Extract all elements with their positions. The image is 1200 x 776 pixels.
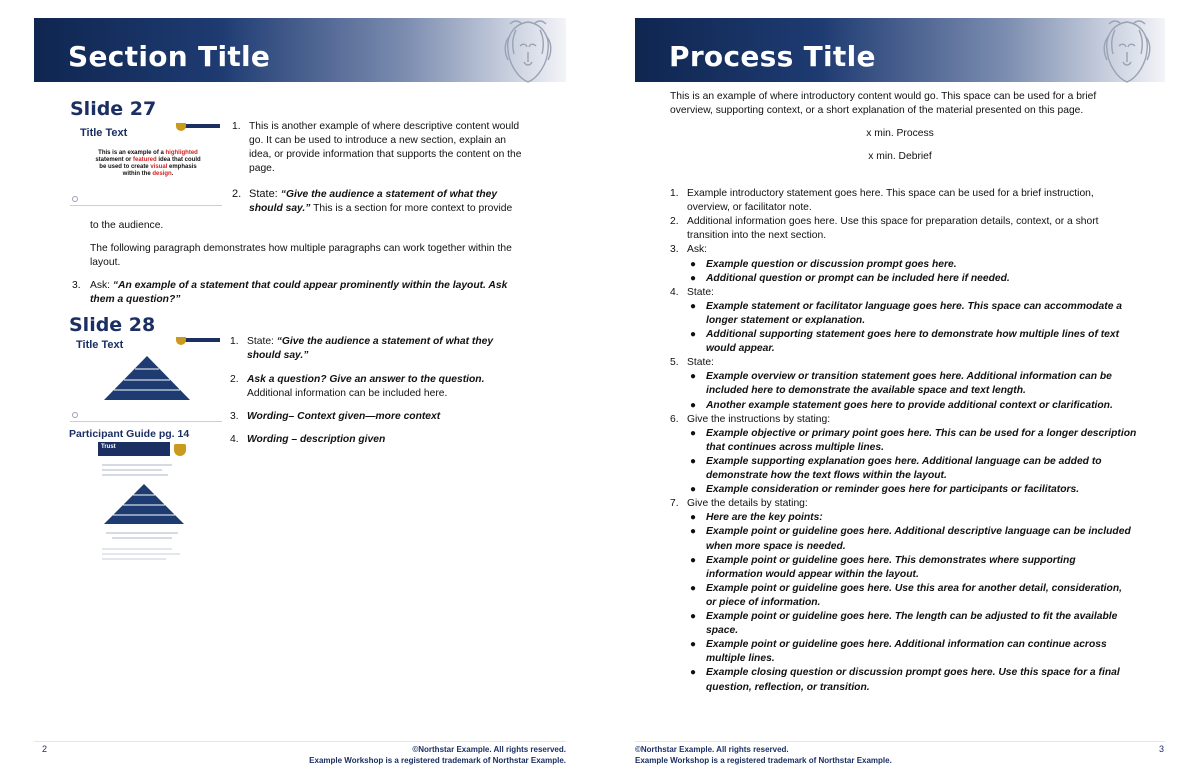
- thumb-highlight-3: visual: [150, 164, 168, 170]
- process-item-text: Give the details by stating:: [687, 498, 808, 510]
- pyramid-diagram-icon: [102, 354, 192, 402]
- bullet-icon: ●: [690, 554, 697, 566]
- bullet-icon: ●: [690, 272, 697, 284]
- process-intro: This is an example of where introductory content would go. This space can be used for a brief overview, supporting context, or a short explanation of the material presented on this page.: [670, 91, 1097, 116]
- s27-item-1-text: This is another example of where descriptive content would go. It can be used to introduce a new section, explain an idea, or provide information that supports the content on the page.: [249, 121, 522, 174]
- guide-line: [102, 548, 172, 550]
- process-bullet-text-continued: when more space is needed.: [706, 540, 846, 552]
- guide-line: [102, 553, 180, 555]
- process-banner: [635, 18, 1165, 82]
- s28-item-1-label: State:: [247, 336, 277, 347]
- process-item-number: 3.: [670, 244, 679, 256]
- process-bullet-text: Example statement or facilitator language goes here. This space can accommodate a: [706, 300, 1123, 312]
- process-bullet-text: Example objective or primary point goes here. This can be used for a longer description: [706, 427, 1137, 439]
- slide-28-thumbnail: [70, 334, 222, 422]
- thumb-accent-bar: [180, 124, 220, 128]
- process-item-text: Give the instructions by stating:: [687, 413, 831, 425]
- slide-28-title-text: Title Text: [76, 339, 124, 351]
- process-bullet-text-continued: that continues across multiple lines.: [706, 441, 884, 453]
- footer-trademark: Example Workshop is a registered trademark of Northstar Example.: [309, 756, 566, 765]
- footer-copyright: ©Northstar Example. All rights reserved.: [635, 745, 789, 754]
- process-item-text: State:: [687, 286, 714, 298]
- bullet-icon: ●: [690, 582, 697, 594]
- guide-line: [112, 537, 172, 539]
- guide-header: Trust: [98, 442, 170, 456]
- s27-item-2-number: 2.: [232, 188, 242, 200]
- process-bullet-text: Example point or guideline goes here. The length can be adjusted to fit the available: [706, 611, 1118, 622]
- process-bullet-text: Example point or guideline goes here. This demonstrates where supporting: [706, 554, 1076, 566]
- process-bullet-text-continued: information would appear within the layout.: [706, 568, 919, 580]
- bullet-icon: ●: [690, 484, 697, 496]
- process-bullet-text: Example question or discussion prompt goes here.: [706, 258, 957, 270]
- footer-rule: [635, 741, 1165, 742]
- process-item-text: Additional information goes here. Use this space for preparation details, context, or a short: [687, 216, 1099, 228]
- bullet-icon: ●: [690, 300, 697, 312]
- process-bullet-text-continued: longer statement or explanation.: [706, 314, 866, 326]
- process-item-number: 7.: [670, 498, 679, 510]
- slide-27-title-text: Title Text: [80, 127, 128, 139]
- process-bullet-text-continued: space.: [706, 625, 739, 637]
- section-title: Section Title: [68, 40, 271, 73]
- process-bullet-text-continued: multiple lines.: [706, 653, 775, 665]
- s27-item-2-rest: This is a section for more context to provide: [310, 203, 513, 214]
- bullet-icon: ●: [690, 258, 697, 270]
- participant-guide-thumbnail: [98, 442, 188, 570]
- footer-rule: [34, 741, 566, 742]
- thumb-highlight-4: design: [152, 171, 172, 177]
- thumb-text-5: .: [171, 171, 174, 177]
- page-number: 2: [42, 744, 48, 754]
- s27-item-2-text: [249, 187, 531, 216]
- process-item-number: 1.: [670, 188, 679, 199]
- process-bullet-text: Example consideration or reminder goes here for participants or facilitators.: [706, 484, 1080, 496]
- s27-paragraph: The following paragraph demonstrates how multiple paragraphs can work together within the layout.: [90, 243, 512, 268]
- process-title: Process Title: [669, 40, 876, 73]
- s28-item-2-extra: Additional information can be included here.: [247, 388, 448, 399]
- process-bullet-text: Example point or guideline goes here. Additional descriptive language can be included: [706, 526, 1131, 538]
- process-item-text: Example introductory statement goes here. This space can be used for a brief instruction,: [687, 188, 1094, 199]
- s28-item-3-number: 3.: [230, 411, 239, 422]
- shield-badge-icon: [174, 444, 186, 456]
- section-banner: [34, 18, 566, 82]
- s27-item-3-number: 3.: [72, 280, 81, 291]
- thumb-text-3: idea that could be used to create: [99, 157, 201, 170]
- process-bullet-text: Example point or guideline goes here. Additional information can continue across: [706, 639, 1107, 651]
- bullet-icon: ●: [690, 371, 697, 383]
- thumb-accent-bar: [180, 338, 220, 342]
- s27-item-2-quote: “Give the audience a statement of what they should say.”: [249, 189, 498, 214]
- s28-item-2-text: Ask a question? Give an answer to the question.: [247, 374, 485, 385]
- right-page: [600, 0, 1200, 776]
- bullet-icon: ●: [690, 455, 697, 467]
- thumb-statement: [94, 150, 202, 178]
- s28-item-2-number: 2.: [230, 374, 239, 385]
- footer-trademark: Example Workshop is a registered trademark of Northstar Example.: [635, 756, 892, 765]
- thumb-logo-icon: [72, 196, 78, 202]
- s27-item-3-text: [90, 279, 530, 307]
- thumb-logo-icon: [72, 412, 78, 418]
- process-bullet-text-continued: demonstrate how the text flows within the layout.: [706, 470, 947, 481]
- s28-item-3-text: Wording– Context given—more context: [247, 411, 441, 422]
- lion-head-icon: [496, 16, 560, 88]
- process-item-number: 6.: [670, 413, 679, 425]
- process-item-number: 4.: [670, 286, 679, 298]
- footer-copyright: ©Northstar Example. All rights reserved.: [412, 745, 566, 754]
- process-item-number: 5.: [670, 357, 679, 369]
- s27-item-2-label: State:: [249, 188, 281, 200]
- process-bullet-text: Another example statement goes here to provide additional context or clarification.: [706, 399, 1113, 411]
- process-bullet-text-continued: question, reflection, or transition.: [706, 681, 870, 693]
- bullet-icon: ●: [690, 611, 697, 622]
- participant-guide-label: Participant Guide pg. 14: [69, 428, 190, 440]
- process-bullet-text-continued: would appear.: [706, 343, 775, 355]
- bullet-icon: ●: [690, 427, 697, 439]
- guide-line: [102, 464, 172, 466]
- process-bullet-text: Example supporting explanation goes here. Additional language can be added to: [706, 455, 1102, 467]
- shield-badge-icon: [176, 337, 186, 345]
- thumb-highlight-1: highlighted: [165, 150, 198, 156]
- bullet-icon: ●: [690, 399, 697, 411]
- bullet-icon: ●: [690, 329, 697, 340]
- process-bullet-text-continued: included here to demonstrate the available space and text length.: [706, 385, 1026, 397]
- s28-item-1-quote: “Give the audience a statement of what they should say.”: [247, 336, 494, 361]
- slide-28-heading: Slide 28: [69, 314, 156, 336]
- slide-27-heading: Slide 27: [70, 98, 157, 120]
- guide-line: [102, 469, 162, 471]
- process-item-number: 2.: [670, 216, 679, 228]
- guide-line: [106, 532, 178, 534]
- thumb-text-1: This is an example of a: [98, 150, 166, 156]
- s27-item-3-quote: “An example of a statement that could appear prominently within the layout. Ask them a question?”: [90, 280, 508, 305]
- s28-item-1-text: [247, 335, 517, 363]
- process-bullet-text: Here are the key points:: [706, 512, 823, 524]
- process-bullet-text: Example overview or transition statement goes here. Additional information can be: [706, 371, 1112, 383]
- thumb-text-4: emphasis within the: [122, 164, 197, 177]
- lion-head-icon: [1095, 16, 1159, 88]
- process-item-text-continued: transition into the next section.: [687, 230, 827, 242]
- shield-badge-icon: [176, 123, 186, 131]
- bullet-icon: ●: [690, 639, 697, 651]
- process-bullet-text-continued: or piece of information.: [706, 596, 821, 608]
- pyramid-diagram-icon: [102, 482, 186, 526]
- s27-item-3-label: Ask:: [90, 280, 113, 291]
- bullet-icon: ●: [690, 667, 697, 679]
- bullet-icon: ●: [690, 512, 697, 524]
- s27-item-2-tail: to the audience.: [90, 220, 164, 231]
- thumb-text-2: statement or: [95, 157, 133, 163]
- guide-line: [102, 558, 166, 560]
- s28-item-4-text: Wording – description given: [247, 434, 386, 445]
- process-item-text: State:: [687, 357, 714, 369]
- s27-item-1-number: 1.: [232, 121, 241, 132]
- debrief-time: x min. Debrief: [868, 151, 932, 162]
- thumb-highlight-2: featured: [133, 157, 157, 163]
- guide-line: [102, 474, 168, 476]
- process-bullet-text: Example point or guideline goes here. Use this area for another detail, consideration,: [706, 582, 1122, 594]
- bullet-icon: ●: [690, 526, 697, 538]
- process-bullet-text: Additional question or prompt can be included here if needed.: [706, 272, 1010, 284]
- process-bullet-text: Example closing question or discussion prompt goes here. Use this space for a final: [706, 667, 1120, 679]
- process-item-text: Ask:: [687, 244, 708, 256]
- slide-27-thumbnail: [70, 120, 222, 206]
- process-bullet-text: Additional supporting statement goes here to demonstrate how multiple lines of text: [706, 329, 1120, 340]
- process-time: x min. Process: [866, 128, 934, 139]
- page-number: 3: [1159, 744, 1165, 754]
- s28-item-4-number: 4.: [230, 434, 239, 445]
- process-item-text-continued: overview, or facilitator note.: [687, 202, 812, 214]
- s28-item-1-number: 1.: [230, 336, 239, 347]
